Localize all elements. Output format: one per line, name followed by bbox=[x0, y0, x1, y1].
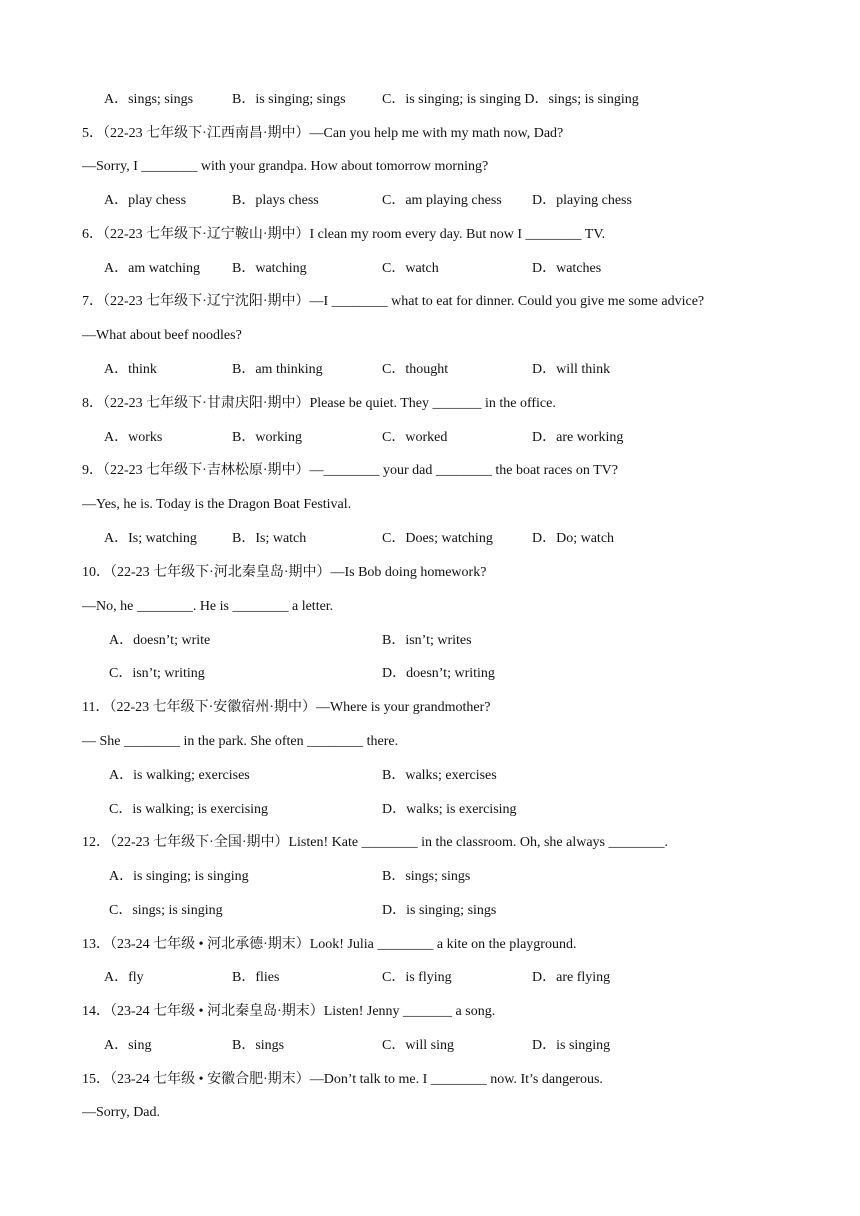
question-stem: 12．（22-23 七年级下·全国·期中）Listen! Kate ________ in the classroom. Oh, she always ________. bbox=[82, 835, 668, 850]
question-stem: 15．（23-24 七年级 • 安徽合肥·期末）—Don’t talk to me. I ________ now. It’s dangerous. bbox=[82, 1072, 603, 1087]
option-c-d: C．is singing; is singing D．sings; is singing bbox=[382, 92, 639, 107]
option-c: C．watch bbox=[382, 261, 439, 276]
option-d: D．Do; watch bbox=[532, 531, 615, 546]
option-d: D．is singing; sings bbox=[382, 903, 497, 918]
question-stem: 10．（22-23 七年级下·河北秦皇岛·期中）—Is Bob doing homework? bbox=[82, 565, 487, 580]
option-a: A．Is; watching bbox=[104, 531, 197, 546]
option-a: A．play chess bbox=[104, 193, 187, 208]
option-d: D．are working bbox=[532, 430, 624, 445]
option-a: A．doesn’t; write bbox=[109, 633, 211, 648]
question-stem: 8．（22-23 七年级下·甘肃庆阳·期中）Please be quiet. They _______ in the office. bbox=[82, 396, 556, 411]
option-a: A．works bbox=[104, 430, 163, 445]
option-c: C．isn’t; writing bbox=[109, 666, 205, 681]
question-line: —Yes, he is. Today is the Dragon Boat Festival. bbox=[82, 497, 352, 512]
question-stem: 5．（22-23 七年级下·江西南昌·期中）—Can you help me with my math now, Dad? bbox=[82, 126, 564, 141]
question-line: —Sorry, I ________ with your grandpa. How about tomorrow morning? bbox=[82, 159, 489, 174]
option-b: B．plays chess bbox=[232, 193, 319, 208]
option-b: B．working bbox=[232, 430, 302, 445]
option-b: B．is singing; sings bbox=[232, 92, 346, 107]
question-stem: 14．（23-24 七年级 • 河北秦皇岛·期末）Listen! Jenny _______ a song. bbox=[82, 1004, 496, 1019]
option-b: B．am thinking bbox=[232, 362, 323, 377]
question-stem: 7．（22-23 七年级下·辽宁沈阳·期中）—I ________ what to eat for dinner. Could you give me some advice? bbox=[82, 294, 705, 309]
option-a: A．think bbox=[104, 362, 157, 377]
question-line: —No, he ________. He is ________ a letter. bbox=[82, 599, 334, 614]
option-a: A．is singing; is singing bbox=[109, 869, 249, 884]
option-c: C．Does; watching bbox=[382, 531, 493, 546]
question-stem: 13．（23-24 七年级 • 河北承德·期末）Look! Julia ________ a kite on the playground. bbox=[82, 937, 577, 952]
option-c: C．is walking; is exercising bbox=[109, 802, 269, 817]
option-a: A．sing bbox=[104, 1038, 152, 1053]
option-c: C．am playing chess bbox=[382, 193, 502, 208]
option-d: D．watches bbox=[532, 261, 602, 276]
option-b: B．sings; sings bbox=[382, 869, 471, 884]
option-b: B．walks; exercises bbox=[382, 768, 497, 783]
question-line: — She ________ in the park. She often ________ there. bbox=[82, 734, 399, 749]
option-c: C．thought bbox=[382, 362, 449, 377]
question-stem: 9．（22-23 七年级下·吉林松原·期中）—________ your dad ________ the boat races on TV? bbox=[82, 463, 618, 478]
option-d: D．playing chess bbox=[532, 193, 632, 208]
question-stem: 6．（22-23 七年级下·辽宁鞍山·期中）I clean my room every day. But now I ________ TV. bbox=[82, 227, 606, 242]
option-c: C．worked bbox=[382, 430, 448, 445]
option-c: C．will sing bbox=[382, 1038, 454, 1053]
option-b: B．isn’t; writes bbox=[382, 633, 472, 648]
option-d: D．walks; is exercising bbox=[382, 802, 517, 817]
question-line: —Sorry, Dad. bbox=[82, 1105, 161, 1120]
option-c: C．sings; is singing bbox=[109, 903, 223, 918]
option-d: D．are flying bbox=[532, 970, 611, 985]
option-d: D．will think bbox=[532, 362, 611, 377]
option-b: B．sings bbox=[232, 1038, 285, 1053]
option-b: B．flies bbox=[232, 970, 280, 985]
option-a: A．is walking; exercises bbox=[109, 768, 250, 783]
option-d: D．is singing bbox=[532, 1038, 611, 1053]
option-b: B．watching bbox=[232, 261, 307, 276]
option-a: A．am watching bbox=[104, 261, 201, 276]
option-a: A．fly bbox=[104, 970, 144, 985]
option-c: C．is flying bbox=[382, 970, 452, 985]
option-d: D．doesn’t; writing bbox=[382, 666, 495, 681]
option-b: B．Is; watch bbox=[232, 531, 307, 546]
question-line: —What about beef noodles? bbox=[82, 328, 242, 343]
question-stem: 11．（22-23 七年级下·安徽宿州·期中）—Where is your grandmother? bbox=[82, 700, 491, 715]
option-a: A．sings; sings bbox=[104, 92, 194, 107]
